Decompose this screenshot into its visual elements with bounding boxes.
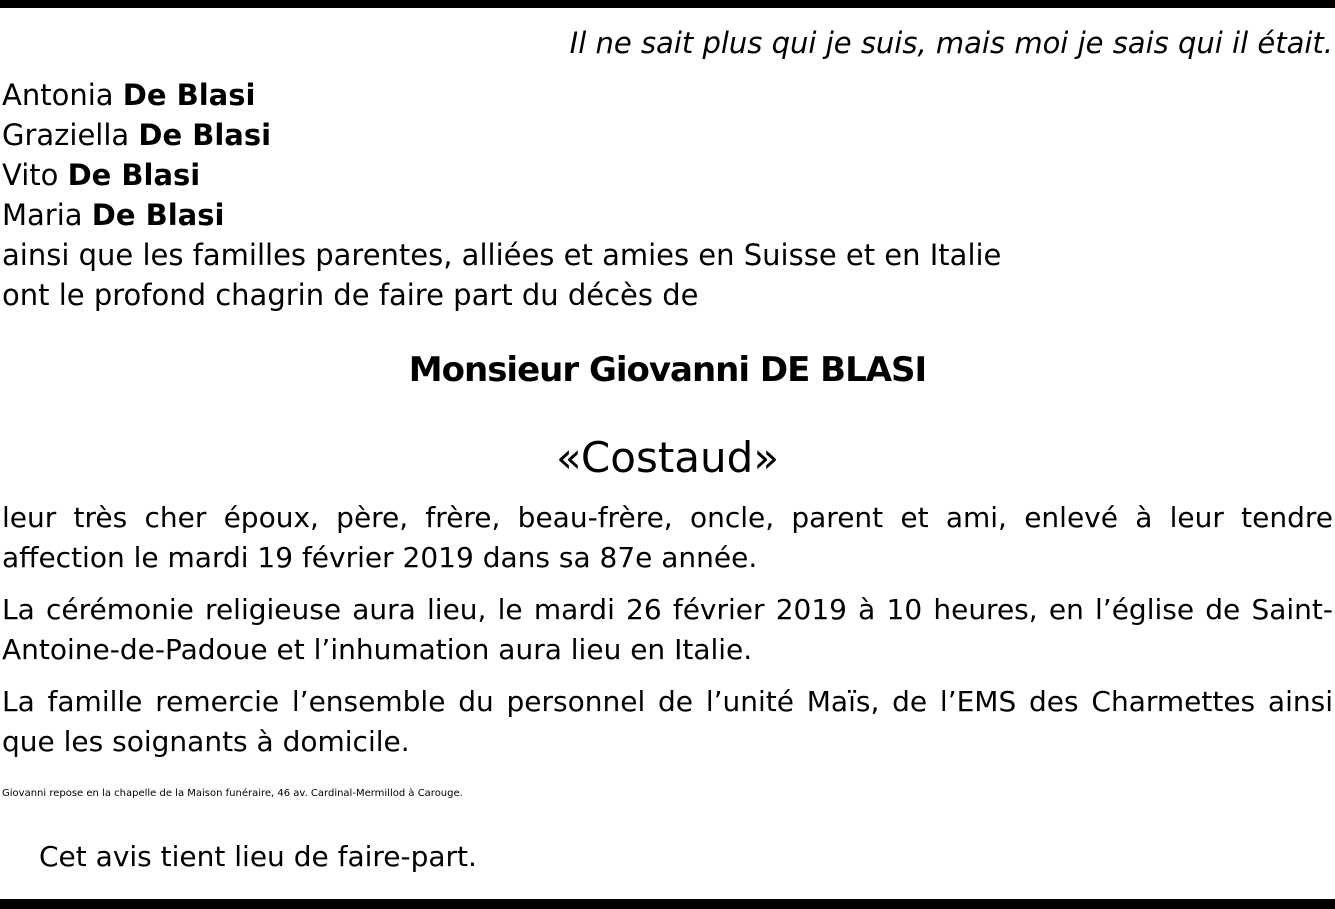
epigraph: Il ne sait plus qui je suis, mais moi je sais qui il était. — [569, 26, 1333, 60]
closing-note: Cet avis tient lieu de faire-part. — [39, 840, 477, 873]
family-list — [2, 75, 1001, 315]
family-member-last-name: De Blasi — [138, 118, 272, 152]
notice-body — [2, 498, 1333, 826]
bottom-rule — [0, 899, 1335, 909]
family-member — [2, 75, 1001, 115]
nickname: «Costaud» — [555, 433, 780, 482]
family-member — [2, 195, 1001, 235]
family-member-last-name: De Blasi — [67, 158, 201, 192]
paragraph-chapel: Giovanni repose en la chapelle de la Maison funéraire, 46 av. Cardinal-Mermillod à Carouge. — [2, 788, 463, 799]
family-member-first-name: Vito — [2, 158, 59, 192]
family-member-last-name: De Blasi — [91, 198, 225, 232]
family-member — [2, 115, 1001, 155]
paragraph-thanks: La famille remercie l’ensemble du personnel de l’unité Maïs, de l’EMS des Charmettes ainsi que les soignants à domicile. — [2, 685, 1333, 758]
family-member-first-name: Antonia — [2, 78, 114, 112]
deceased-name: Monsieur Giovanni DE BLASI — [408, 350, 927, 390]
relatives-line: ainsi que les familles parentes, alliées et amies en Suisse et en Italie — [2, 238, 1002, 272]
paragraph-tribute: leur très cher époux, père, frère, beau-frère, oncle, parent et ami, enlevé à leur tendre affection le mardi 19 février 2019 dans sa 87e année. — [2, 501, 1333, 574]
paragraph-ceremony: La cérémonie religieuse aura lieu, le mardi 26 février 2019 à 10 heures, en l’église de Saint-Antoine-de-Padoue et l’inhumation aura lieu en Italie. — [2, 593, 1333, 666]
family-member-first-name: Maria — [2, 198, 83, 232]
family-member-last-name: De Blasi — [122, 78, 256, 112]
announcement-line: ont le profond chagrin de faire part du décès de — [2, 278, 699, 312]
family-member-first-name: Graziella — [2, 118, 130, 152]
family-member — [2, 155, 1001, 195]
top-rule — [0, 0, 1335, 8]
